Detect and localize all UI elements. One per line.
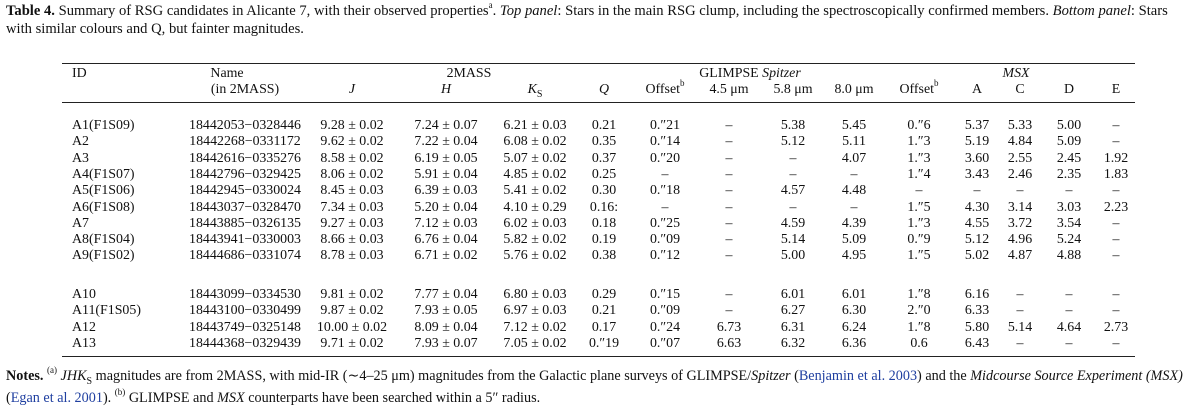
cell-a: 3.60 <box>964 150 990 166</box>
cell-w58: 6.01 <box>780 287 806 302</box>
cell-q: 0.17 <box>591 319 617 335</box>
cell-off: – <box>661 199 669 215</box>
cell-h: 6.71 ± 0.02 <box>414 248 478 264</box>
cell-a: 4.30 <box>964 199 990 215</box>
cell-off: 0.″25 <box>649 215 681 231</box>
cell-name: 18443037−0328470 <box>188 199 302 215</box>
cell-id: A1(F1S09) <box>72 118 135 133</box>
header-row-1 <box>0 66 1200 82</box>
table-row <box>0 248 1200 264</box>
table-label: Table 4. <box>6 3 55 19</box>
cell-q: 0.21 <box>591 118 617 133</box>
offset-mark: b <box>679 78 685 89</box>
cell-w80: – <box>850 166 858 182</box>
notes-jhk-sub: S <box>86 375 93 387</box>
cell-ks: 5.41 ± 0.02 <box>503 183 567 199</box>
cell-w45: – <box>725 303 733 319</box>
cell-off2: 1.″8 <box>907 319 931 335</box>
cell-h: 5.91 ± 0.04 <box>414 166 478 182</box>
cell-off: 0.″15 <box>649 287 681 302</box>
cell-q: 0.37 <box>591 150 617 166</box>
cell-name: 18443749−0325148 <box>188 319 302 335</box>
cell-off: 0.″14 <box>649 134 681 150</box>
group-msx-header: MSX <box>1002 66 1030 81</box>
cell-name: 18442945−0330024 <box>188 183 302 199</box>
notes-msx: MSX <box>217 389 245 406</box>
table-row <box>0 183 1200 199</box>
cell-h: 7.93 ± 0.07 <box>414 335 478 351</box>
notes-jhk: JHK <box>56 368 87 384</box>
cell-j: 8.66 ± 0.03 <box>320 232 384 248</box>
table-notes <box>6 365 1196 407</box>
cell-name: 18443100−0330499 <box>188 303 302 319</box>
notes-mark-b: (b) <box>114 387 126 398</box>
cell-name: 18444686−0331074 <box>188 248 302 264</box>
cell-ks: 7.12 ± 0.02 <box>503 319 567 335</box>
cell-a: 6.43 <box>964 335 990 351</box>
cell-off2: 1.″3 <box>907 150 931 166</box>
cell-w58: 6.31 <box>780 319 806 335</box>
cell-d: – <box>1065 303 1073 319</box>
cell-off2: 1.″8 <box>907 287 931 302</box>
table-row <box>0 200 1200 216</box>
cell-c: 4.84 <box>1007 134 1033 150</box>
cell-e: – <box>1112 183 1120 199</box>
cell-a: 6.33 <box>964 303 990 319</box>
cell-h: 7.12 ± 0.03 <box>414 215 478 231</box>
cell-w80: 5.09 <box>841 232 867 248</box>
cell-c: – <box>1016 287 1024 302</box>
cell-w58: – <box>789 150 797 166</box>
cell-a: 5.19 <box>964 134 990 150</box>
cell-h: 7.22 ± 0.04 <box>414 134 478 150</box>
cell-d: 5.24 <box>1056 232 1082 248</box>
cell-name: 18443941−0330003 <box>188 232 302 248</box>
cell-ks: 6.80 ± 0.03 <box>503 287 567 302</box>
caption-title: Summary of RSG candidates in Alicante 7, with their observed properties <box>58 3 489 19</box>
cell-d: – <box>1065 183 1073 199</box>
cell-e: – <box>1112 232 1120 248</box>
cell-d: 4.88 <box>1056 248 1082 264</box>
cell-e: 2.73 <box>1103 319 1129 335</box>
top-panel-label: Top panel <box>499 3 558 19</box>
spitzer-text: Spitzer <box>762 66 801 81</box>
notes-text-7: counterparts have been searched within a 5″ radius. <box>244 389 541 406</box>
cell-id: A9(F1S02) <box>72 248 135 264</box>
cell-q: 0.16: <box>589 199 619 215</box>
cell-q: 0.35 <box>591 134 617 150</box>
cell-j: 9.27 ± 0.03 <box>320 215 384 231</box>
cell-off2: 0.″9 <box>907 232 931 248</box>
cell-e: – <box>1112 335 1120 351</box>
cell-w45: – <box>725 248 733 264</box>
cell-c: 2.55 <box>1007 150 1033 166</box>
cell-w45: – <box>725 215 733 231</box>
table-caption <box>6 2 1196 38</box>
cell-d: 3.03 <box>1056 199 1082 215</box>
cell-c: 5.14 <box>1007 319 1033 335</box>
cell-w58: – <box>789 199 797 215</box>
cell-name: 18442796−0329425 <box>188 166 302 182</box>
notes-spitzer: Spitzer <box>751 368 791 384</box>
cell-off: 0.″07 <box>649 335 681 351</box>
group-2mass-header: 2MASS <box>446 66 492 81</box>
cell-id: A5(F1S06) <box>72 183 135 199</box>
cell-q: 0.29 <box>591 287 617 302</box>
cell-a: – <box>973 183 981 199</box>
col-name-header: Name <box>210 66 244 81</box>
cell-j: 9.71 ± 0.02 <box>320 335 384 351</box>
ks-sub: S <box>536 88 543 100</box>
cell-id: A13 <box>72 335 96 351</box>
cell-h: 6.76 ± 0.04 <box>414 232 478 248</box>
cell-off2: 1.″3 <box>907 134 931 150</box>
notes-text-1: magnitudes are from 2MASS, with mid-IR (∼4–25 μm) magnitudes from the Galactic plane surveys of GLIMPSE/ <box>92 368 752 384</box>
offset2-text: Offset <box>899 82 934 97</box>
cell-ks: 7.05 ± 0.02 <box>503 335 567 351</box>
col-h-header: H <box>440 82 452 97</box>
cell-off2: 2.″0 <box>907 303 931 319</box>
cell-e: – <box>1112 248 1120 264</box>
col-d-header: D <box>1063 82 1075 97</box>
cell-a: 5.80 <box>964 319 990 335</box>
ref-benjamin-link[interactable]: Benjamin et al. 2003 <box>798 368 918 384</box>
cell-c: – <box>1016 303 1024 319</box>
cell-w80: 4.95 <box>841 248 867 264</box>
cell-c: 4.96 <box>1007 232 1033 248</box>
cell-w45: – <box>725 150 733 166</box>
cell-id: A8(F1S04) <box>72 232 135 248</box>
cell-e: 2.23 <box>1103 199 1129 215</box>
cell-c: 5.33 <box>1007 118 1033 133</box>
cell-e: – <box>1112 303 1120 319</box>
col-name-subheader: (in 2MASS) <box>210 82 280 97</box>
table-row <box>0 303 1200 319</box>
table-row <box>0 134 1200 150</box>
cell-ks: 4.85 ± 0.02 <box>503 166 567 182</box>
cell-d: – <box>1065 335 1073 351</box>
cell-w80: 6.36 <box>841 335 867 351</box>
cell-c: 2.46 <box>1007 166 1033 182</box>
offset2-mark: b <box>933 78 939 89</box>
cell-w45: – <box>725 134 733 150</box>
cell-e: – <box>1112 215 1120 231</box>
cell-off2: 0.″6 <box>907 118 931 133</box>
col-q-header: Q <box>598 82 610 97</box>
bottom-rule <box>62 356 1135 357</box>
cell-j: 9.87 ± 0.02 <box>320 303 384 319</box>
cell-d: 5.09 <box>1056 134 1082 150</box>
cell-w80: 5.45 <box>841 118 867 133</box>
cell-w80: – <box>850 199 858 215</box>
cell-ks: 6.02 ± 0.03 <box>503 215 567 231</box>
table-row <box>0 336 1200 352</box>
cell-w80: 5.11 <box>842 134 866 150</box>
cell-j: 8.06 ± 0.02 <box>320 166 384 182</box>
ks-letter: K <box>527 82 537 97</box>
cell-ks: 5.76 ± 0.02 <box>503 248 567 264</box>
caption-sep: . <box>492 3 500 19</box>
caption-mark: a <box>488 0 493 11</box>
cell-j: 9.28 ± 0.02 <box>320 118 384 133</box>
cell-q: 0.19 <box>591 232 617 248</box>
cell-d: 3.54 <box>1056 215 1082 231</box>
cell-off: 0.″24 <box>649 319 681 335</box>
cell-a: 6.16 <box>964 287 990 302</box>
cell-e: – <box>1112 118 1120 133</box>
cell-w58: – <box>789 166 797 182</box>
cell-j: 9.62 ± 0.02 <box>320 134 384 150</box>
notes-mark-a: (a) <box>46 365 57 376</box>
col-w45-header: 4.5 μm <box>709 82 749 97</box>
table-row <box>0 167 1200 183</box>
cell-w58: 5.00 <box>780 248 806 264</box>
cell-h: 7.24 ± 0.07 <box>414 118 478 133</box>
glimpse-text: GLIMPSE <box>699 66 759 81</box>
top-panel-text: : Stars in the main RSG clump, including the spectroscopically confirmed members. <box>557 3 1053 19</box>
cell-c: 3.72 <box>1007 215 1033 231</box>
col-c-header: C <box>1015 82 1025 97</box>
cell-w45: – <box>725 166 733 182</box>
cell-w58: 5.38 <box>780 118 806 133</box>
col-id-header: ID <box>72 66 87 81</box>
table-row <box>0 320 1200 336</box>
cell-off: 0.″21 <box>649 118 681 133</box>
offset-text: Offset <box>645 82 680 97</box>
cell-a: 3.43 <box>964 166 990 182</box>
cell-w45: – <box>725 183 733 199</box>
col-e-header: E <box>1111 82 1121 97</box>
cell-c: – <box>1016 183 1024 199</box>
cell-off: 0.″18 <box>649 183 681 199</box>
cell-w45: 6.73 <box>716 319 742 335</box>
bottom-panel-text: : Stars with similar colours and Q, but fainter magnitudes. <box>6 3 1168 37</box>
notes-text-3: ) and the <box>917 368 971 384</box>
cell-j: 8.58 ± 0.02 <box>320 150 384 166</box>
cell-w80: 4.48 <box>841 183 867 199</box>
notes-label: Notes. <box>6 368 44 384</box>
cell-name: 18442268−0331172 <box>189 134 301 150</box>
cell-id: A12 <box>72 319 96 335</box>
group-glimpse-header <box>699 66 801 82</box>
cell-a: 4.55 <box>964 215 990 231</box>
cell-w45: 6.63 <box>716 335 742 351</box>
cell-off2: – <box>915 183 923 199</box>
cell-w58: 5.14 <box>780 232 806 248</box>
cell-name: 18443885−0326135 <box>188 215 302 231</box>
cell-w45: – <box>725 118 733 133</box>
cell-h: 5.20 ± 0.04 <box>414 199 478 215</box>
cell-id: A10 <box>72 287 96 302</box>
cell-w58: 4.57 <box>780 183 806 199</box>
cell-off2: 0.6 <box>910 335 928 351</box>
col-offset2-header <box>899 78 939 98</box>
notes-text-5: ). <box>102 389 115 406</box>
cell-id: A11(F1S05) <box>72 303 141 319</box>
cell-name: 18444368−0329439 <box>188 335 302 351</box>
cell-off2: 1.″3 <box>907 215 931 231</box>
cell-q: 0.25 <box>591 166 617 182</box>
cell-w58: 5.12 <box>780 134 806 150</box>
col-ks-header <box>528 82 543 103</box>
cell-q: 0.38 <box>591 248 617 264</box>
cell-off: – <box>661 166 669 182</box>
cell-a: 5.37 <box>964 118 990 133</box>
cell-d: – <box>1065 287 1073 302</box>
cell-q: 0.21 <box>591 303 617 319</box>
cell-w80: 6.01 <box>841 287 867 302</box>
notes-text-6: GLIMPSE and <box>125 389 218 406</box>
cell-h: 7.77 ± 0.04 <box>414 287 478 302</box>
cell-d: 2.45 <box>1056 150 1082 166</box>
cell-id: A7 <box>72 215 89 231</box>
cell-w58: 6.32 <box>780 335 806 351</box>
cell-id: A4(F1S07) <box>72 166 135 182</box>
notes-text-4: ( <box>6 389 11 406</box>
cell-w45: – <box>725 287 733 302</box>
cell-ks: 6.97 ± 0.03 <box>503 303 567 319</box>
cell-ks: 6.08 ± 0.02 <box>503 134 567 150</box>
table-row <box>0 232 1200 248</box>
cell-name: 18442053−0328446 <box>188 118 302 133</box>
top-rule <box>62 63 1135 64</box>
bottom-panel-label: Bottom panel <box>1052 3 1131 19</box>
cell-a: 5.12 <box>964 232 990 248</box>
col-j-header: J <box>348 82 356 97</box>
cell-j: 9.81 ± 0.02 <box>320 287 384 302</box>
cell-d: 2.35 <box>1056 166 1082 182</box>
notes-text-2: ( <box>790 368 799 384</box>
cell-off2: 1.″4 <box>907 166 931 182</box>
ref-egan-link[interactable]: Egan et al. 2001 <box>10 389 103 406</box>
table-row <box>0 118 1200 134</box>
cell-ks: 4.10 ± 0.29 <box>503 199 567 215</box>
cell-w45: – <box>725 199 733 215</box>
cell-off2: 1.″5 <box>907 248 931 264</box>
cell-c: 4.87 <box>1007 248 1033 264</box>
table-row <box>0 287 1200 303</box>
cell-off: 0.″20 <box>649 150 681 166</box>
cell-w58: 6.27 <box>780 303 806 319</box>
cell-q: 0.″19 <box>588 335 620 351</box>
cell-off: 0.″09 <box>649 232 681 248</box>
cell-id: A3 <box>72 150 89 166</box>
cell-w80: 4.07 <box>841 150 867 166</box>
col-w80-header: 8.0 μm <box>834 82 874 97</box>
cell-w80: 6.30 <box>841 303 867 319</box>
cell-d: 4.64 <box>1056 319 1082 335</box>
cell-w45: – <box>725 232 733 248</box>
header-rule <box>62 102 1135 103</box>
cell-e: – <box>1112 134 1120 150</box>
cell-ks: 5.07 ± 0.02 <box>503 150 567 166</box>
cell-ks: 5.82 ± 0.02 <box>503 232 567 248</box>
cell-q: 0.18 <box>591 215 617 231</box>
cell-id: A6(F1S08) <box>72 199 135 215</box>
cell-a: 5.02 <box>964 248 990 264</box>
cell-off2: 1.″5 <box>907 199 931 215</box>
cell-name: 18442616−0335276 <box>188 150 302 166</box>
col-w58-header: 5.8 μm <box>773 82 813 97</box>
cell-off: 0.″09 <box>649 303 681 319</box>
cell-w80: 6.24 <box>841 319 867 335</box>
table-row <box>0 216 1200 232</box>
col-offset-header <box>645 78 685 98</box>
table-row <box>0 151 1200 167</box>
cell-ks: 6.21 ± 0.03 <box>503 118 567 133</box>
cell-d: 5.00 <box>1056 118 1082 133</box>
cell-c: 3.14 <box>1007 199 1033 215</box>
cell-e: – <box>1112 287 1120 302</box>
cell-j: 7.34 ± 0.03 <box>320 199 384 215</box>
header-row-2 <box>0 78 1200 100</box>
cell-off: 0.″12 <box>649 248 681 264</box>
cell-c: – <box>1016 335 1024 351</box>
cell-h: 8.09 ± 0.04 <box>414 319 478 335</box>
cell-h: 6.19 ± 0.05 <box>414 150 478 166</box>
cell-w58: 4.59 <box>780 215 806 231</box>
cell-e: 1.92 <box>1103 150 1129 166</box>
cell-h: 7.93 ± 0.05 <box>414 303 478 319</box>
cell-h: 6.39 ± 0.03 <box>414 183 478 199</box>
cell-j: 8.78 ± 0.03 <box>320 248 384 264</box>
notes-msx-full: Midcourse Source Experiment (MSX) <box>970 368 1183 384</box>
cell-j: 8.45 ± 0.03 <box>320 183 384 199</box>
cell-w80: 4.39 <box>841 215 867 231</box>
cell-j: 10.00 ± 0.02 <box>316 319 388 335</box>
cell-name: 18443099−0334530 <box>188 287 302 302</box>
col-a-header: A <box>971 82 983 97</box>
cell-id: A2 <box>72 134 89 150</box>
cell-e: 1.83 <box>1103 166 1129 182</box>
cell-q: 0.30 <box>591 183 617 199</box>
